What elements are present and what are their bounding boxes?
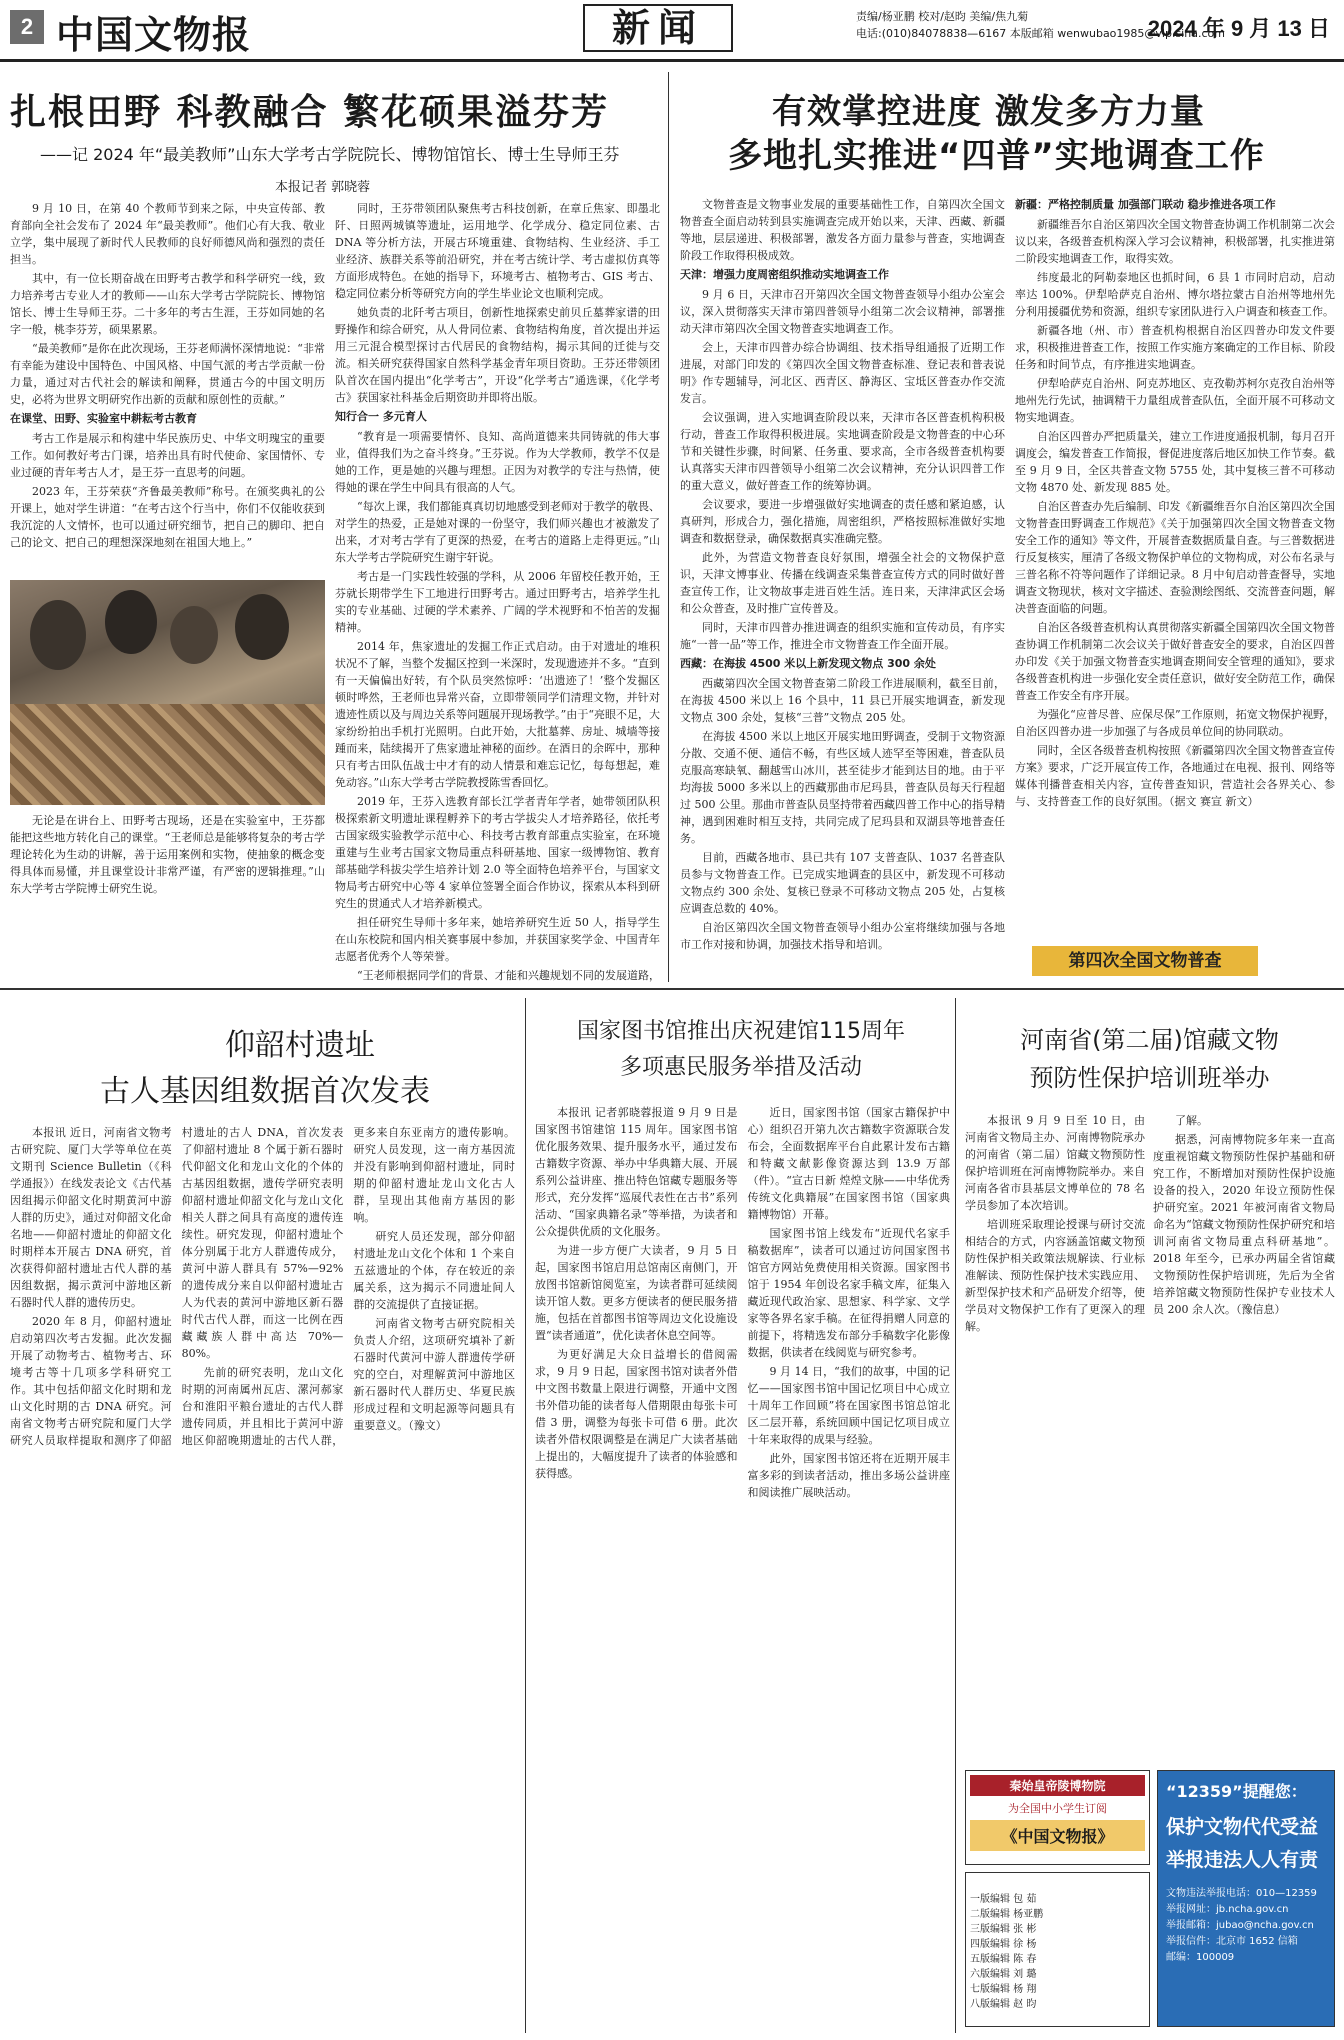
article5-title-line2: 预防性保护培训班举办 [1029,1064,1270,1092]
section-title: 新闻 [583,4,733,52]
article2-title-line1: 有效掌控进度 激发多方力量 [772,92,1205,132]
paragraph: 为更好满足大众日益增长的借阅需求，9 月 9 日起，国家图书馆对读者外借中文图书数量上限进行调整，开通中文图书外借功能的读者每人借期限由每张卡可借 3 册，调整为每张卡可借 6 册。此次读者外借权限调整是在满足广大读者基础上提出的，大幅度提升了读者的体验感和获得感。 [535,1348,738,1480]
paragraph: 自治区第四次全国文物普查领导小组办公室将继续加强与各地市工作对接和协调，加强技术指导和培训。 [680,921,1005,951]
paragraph: 同时，全区各级普查机构按照《新疆第四次全国文物普查宣传方案》要求，广泛开展宣传工作，各地通过在电视、报刊、网络等媒体刊播普查相关内容，宣传普查知识，营造社会各界关心、参与、支持普查工作的良好氛围。（据文 赛宣 新文） [1015,744,1335,808]
paragraph: 2019 年，王芬入选教育部长江学者青年学者，她带领团队积极探索新文明遗址课程孵养下的考古学拔尖人才培养路径，依托考古国家级实验教学示范中心、科技考古教育部重点实验室，在环境重建与生业考古国家文物局重点科研基地、国家一级博物馆、教育部基础学科拔尖学生培养计划 2.0 等全面特色培养平台，与国家文物局考古研究中心等 4 家单位签署全面合作协议，探索从本科到研究生的贯通式人才培养新模式。 [335,795,660,910]
classroom-photo [10,580,325,805]
paragraph: 9 月 10 日，在第 40 个教师节到来之际，中央宣传部、教育部向全社会发布了 2024 年“最美教师”。他们心有大我、敬业立学，集中展现了新时代人民教师的良好师德风尚和强烈的责任担当。 [10,202,325,266]
article5-title-line1: 河南省(第二届)馆藏文物 [1020,1026,1279,1054]
newspaper-name: 《中国文物报》 [970,1820,1145,1851]
hotline-slogan1: 保护文物代代受益 [1166,1816,1319,1838]
paragraph: 为进一步方便广大读者，9 月 5 日起，国家图书馆启用总馆南区南侧门，开放图书馆新馆阅览室，为读者群可延续阅读开馆人数。更多方便读者的便民服务措施，包括在首都图书馆等周边文化设施设置“读者通道”，优化读者休息空间等。 [535,1244,738,1342]
person-silhouette [170,606,218,664]
paragraph: “教育是一项需要情怀、良知、高尚道德来共同铸就的伟大事业，值得我们为之奋斗终身。”王芬说。作为大学教师，教学不仅是她的工作，更是她的兴趣与理想。正因为对教学的专注与热情，使得她的课在学生中间具有很高的人气。 [335,430,660,494]
person-silhouette [30,600,86,670]
subscribe-note: 为全国中小学生订阅 [1008,1802,1107,1815]
column-divider [955,998,956,2033]
paragraph: 先前的研究表明，龙山文化时期的河南属州瓦店、漯河郝家台和淮阳平粮台遗址的古代人群遗传同质，并且相比于黄河中游地区仰韶晚期遗址的古代人群，更多来自东亚南方的遗传影响。研究人员发现，这一南方基因流并没有影响到仰韶村遗址，同时期的仰韶村遗址龙山文化古人群，呈现出其他南方基因的影响。 [181,1126,515,1447]
paragraph: 考古工作是展示和构建中华民族历史、中华文明瑰宝的重要工作。如何教好考古门课，培养出具有时代使命、家国情怀、专业过硬的青年考古人才，是王芬一直思考的问题。 [10,432,325,479]
paragraph: 新疆维吾尔自治区第四次全国文物普查协调工作机制第二次会议以来，各级普查机构深入学习会议精神，积极部署，扎实推进第二阶段实地调查工作，取得实效。 [1015,218,1335,265]
section-heading: 天津：增强力度周密组织推动实地调查工作 [680,268,889,281]
paragraph: 担任研究生导师十多年来，她培养研究生近 50 人，指导学生在山东校院和国内相关赛事展中参加，并获国家奖学金、中国青年志愿者优秀个人等荣誉。 [335,916,660,963]
paragraph: 培训班采取理论授课与研讨交流相结合的方式，内容涵盖馆藏文物预防性保护相关政策法规解读、行业标准解读、预防性保护技术实践应用、新型保护技术和产品研发介绍等，使学员对文物保护工作有了更深入的理解。 [965,1218,1145,1333]
paragraph: 伊犁哈萨克自治州、阿克苏地区、克孜勒苏柯尔克孜自治州等地州先行先试，抽调精干力量组成普查队伍，全面开展不可移动文物实地调查。 [1015,377,1335,424]
paragraph: 自治区普查办先后编制、印发《新疆维吾尔自治区第四次全国文物普查田野调查工作规范》《关于加强第四次全国文物普查文物安全工作的通知》等文件，开展普查数据质量自查。与三普数据进行反复核实，厘清了各级文物保护单位的文物构成，对公布名录与三普名称不符等问题作了详细记录。8 月中旬启动普查督导，实地调查文物现状，核对文字描述、查验测绘图纸、交流普查问题，解决普查面临的问题。 [1015,500,1335,615]
paragraph: 考古是一门实践性较强的学科，从 2006 年留校任教开始，王芬就长期带学生下工地进行田野考古。通过田野考古，培养学生扎实的专业基础、过硬的学术素养、广阔的学术视野和不怕苦的发掘精神。 [335,570,660,634]
article3-title-line2: 古人基因组数据首次发表 [100,1074,430,1109]
paragraph: 2014 年，焦家遗址的发掘工作正式启动。由于对遗址的堆积状况不了解，当整个发掘区控到一米深时，发现遗迹并不多。“直到有一天偏偏出好转，有个队员突然惊呼：‘出遗迹了！’整个发掘区顿时哗然，王老师也异常兴奋，立即带领同学们清理文物，并针对遗迹性质以及与周边关系等问题展开现场教学。”由于“亮眼不足，大家纷纷拍出手机打光照明。白此开始，大批墓葬、房址、城墙等接踵而来，陆续揭开了焦家遗址神秘的面纱。在酒日的余晖中，那种只有考古田队伍战士中才有的动人情景和难忘记忆，每每想起，难免动容。”山东大学考古学院教授陈雪香回忆。 [335,640,660,789]
paragraph: 她负责的北阡考古项目，创新性地探索史前贝丘墓葬家谱的田野操作和综合研究，从人骨同位素、食物结构角度，首次提出并运用三元混合模型探讨古代居民的食物结构，揭示其间的迁徙与交流。相关研究获得国家自然科学基金青年项目资助。王芬还带领团队首次在国内提出“化学考古”，开设“化学考古”通选课，《化学考古》获国家社科基金后期资助并即将出版。 [335,306,660,404]
paragraph: 此外，为营造文物普查良好氛围，增强全社会的文物保护意识，天津文博事业、传播在线调查采集普查宣传方式的同时做好普查宣传工作，让文物故事走进百姓生活。连日来，天津津武区会场和公众普查，及时推广宣传普及。 [680,551,1005,615]
paragraph: 新疆各地（州、市）普查机构根据自治区四普办印发文件要求，积极推进普查工作，按照工作实施方案确定的工作目标、阶段任务和时间节点，有序推进实地调查。 [1015,324,1335,371]
contact-line: 电话:(010)84078838—6167 本版邮箱 wenwubao1985@vip.sina.com [856,27,1225,40]
masthead-logo: 中国文物报 [56,12,252,57]
editors-line: 责编/杨亚鹏 校对/赵昀 美编/焦九菊 [856,10,1029,23]
person-silhouette [105,590,157,654]
hotline-title: “12359”提醒您： [1166,1782,1307,1801]
column-divider [525,998,526,2033]
article5-col2 [1153,1112,1335,1672]
article1-col2 [335,200,660,982]
page-number: 2 [10,10,44,44]
article1-byline: 本报记者 郭晓蓉 [275,180,371,195]
section-heading: 知行合一 多元育人 [335,410,427,423]
article3-title-line1: 仰韶村遗址 [225,1028,375,1063]
paragraph: 2020 年 8 月，仰韶村遗址启动第四次考古发掘。此次发掘开展了动物考古、植物考古、环境考古等十几项多学科研究工作。其中包括仰韶文化时期和龙山文化时期的古 DNA 研究。河南省文物考古研究院和厦门大学研究人员取样提取和测序了仰韶村遗址的古人 DNA，首次发表了仰韶村遗址 8 个属于新石器时代仰韶文化和龙山文化的个体的古基因组数据，遗传学研究表明仰韶村遗址仰韶文化与龙山文化相关人群之间具有高度的遗传连续性。研究发现，仰韶村遗址个体分别属于北方人群遗传成分，黄河中游人群具有 57%—92% 的遗传成分来自以仰韶村遗址古人为代表的黄河中游地区新石器时代古代人群，而这一比例在西藏藏族人群中高达 70%—80%。 [10,1126,344,1447]
column-divider [668,72,669,982]
section-heading: 在课堂、田野、实验室中耕耘考古教育 [10,412,197,425]
article1-intro [10,200,325,576]
paragraph: 据悉，河南博物院多年来一直高度重视馆藏文物预防性保护基础和研究工作，不断增加对预防性保护设施设备的投入，2020 年设立预防性保护研究室。2021 年被河南省文物局命名为“馆藏文物预防性保护研究和培训河南省文物局重点科研基地”。2018 年至今，已承办两届全省馆藏文物预防性保护培训班，先后为全省培养馆藏文物预防性保护专业技术人员 200 余人次。（豫信息） [1153,1133,1335,1316]
person-silhouette [235,594,289,660]
paragraph [10,985,11,986]
article2-title-line2: 多地扎实推进“四普”实地调查工作 [728,136,1265,176]
paragraph: 本报讯 近日，河南省文物考古研究院、厦门大学等单位在英文期刊 Science Bulletin（《科学通报》）在线发表论文《古代基因组揭示仰韶文化时期黄河中游人群的历史》，通过对仰韶文化命名地——仰韶村遗址的仰韶文化时期样本开展古 DNA 研究，首次获得仰韶村遗址古代人群的基因组数据，揭示黄河中游地区新石器时代人群的遗传历史。 [10,1126,172,1309]
page-header [0,0,1344,62]
article4-body [535,1104,950,2033]
paragraph: 会议强调，进入实地调查阶段以来，天津市各区普查机构积极行动，普查工作取得积极进展。实地调查阶段是文物普查的中心环节和关键性步骤，时间紧、任务重、要求高，全市各级普查机构要认真落实天津市四普领导小组第二次会议精神，充分认识四普工作的重大意义，做好普查工作的统筹协调。 [680,411,1005,492]
paragraph: 9 月 6 日，天津市召开第四次全国文物普查领导小组办公室会议，深入贯彻落实天津市第四普领导小组第二次会议精神，部署推动天津市第四次全国文物普查实地调查工作。 [680,288,1005,335]
paragraph: “王老师根据同学们的背景、才能和兴趣规划不同的发展道路， [357,969,660,982]
paragraph: 本报讯 9 月 9 日至 10 日，由河南省文物局主办、河南博物院承办的河南省（第二届）馆藏文物预防性保护培训班在河南博物院举办。来自河南各省市县基层文博单位的 78 名学员参加了本次培训。 [965,1114,1145,1212]
article1-subtitle: ——记 2024 年“最美教师”山东大学考古学院院长、博物馆馆长、博士生导师王芬 [40,145,620,164]
staff-listing [965,1872,1150,2027]
section-heading: 西藏：在海拔 4500 米以上新发现文物点 300 余处 [680,657,936,670]
paragraph: 同时，王芬带领团队聚焦考古科技创新，在章丘焦家、即墨北阡、日照两城镇等遗址，运用地学、化学成分、稳定同位素、古 DNA 等分析方法，开展古环境重建、食物结构、生业经济、手工业经济、族群关系等前沿研究，并在考古统计学、考古虚拟仿真等方面形成特色。在她的指导下，环境考古、植物考古、GIS 考古、稳定同位素分析等研究方向的学生毕业论文也顺利完成。 [335,202,660,300]
paragraph: 会议要求，要进一步增强做好实地调查的责任感和紧迫感，认真研判，形成合力，强化措施，周密组织，严格按照标准做好实地调查和数据登录，确保数据真实准确完整。 [680,498,1005,545]
article2-col1 [680,196,1005,982]
paragraph: 会上，天津市四普办综合协调组、技术指导组通报了近期工作进展，对部门印发的《第四次全国文物普查标准、登记表和普表说明》作专题辅导，河北区、西青区、静海区、宝坻区普查办作交流发言。 [680,341,1005,405]
paragraph: 自治区各级普查机构认真贯彻落实新疆全国第四次全国文物普查协调工作机制第二次会议关于做好普查安全的要求，自治区四普办印发《关于加强文物普查实地调查期间安全管理的通知》，要求各级普查机构进一步强化安全责任意识，做好安全防范工作，确保普查工作安全有序开展。 [1015,621,1335,702]
paragraph: 近日，国家图书馆（国家古籍保护中心）组织召开第九次古籍数字资源联合发布会，全面数据库平台自此累计发布古籍和特藏文献影像资源达到 13.9 万部（件）。“宣古日新 煌煌文脉——中华优秀传统文化典籍展”在国家图书馆（国家典籍博物馆）开幕。 [747,1106,950,1221]
paragraph: 9 月 14 日，“我们的故事，中国的记忆——国家图书馆中国记忆项目中心成立十周年工作回顾”将在国家图书馆总馆北区二层开幕，系统回顾中国记忆项目成立十年来取得的成果与经验。 [747,1365,950,1446]
paragraph: 国家图书馆上线发布“近现代名家手稿数据库”，读者可以通过访问国家图书馆官方网站免费使用相关资源。国家图书馆于 1954 年创设名家手稿文库，征集入藏近现代政治家、思想家、科学家、文学家等各界名家手稿。在征得捐赠人同意的前提下，将精选发布部分手稿数字化影像数据，供读者在线阅览与研究参考。 [747,1227,950,1359]
article3-body [10,1124,515,2033]
paragraph: 文物普查是文物事业发展的重要基础性工作，自第四次全国文物普查全面启动转到县实施调查完成开始以来，天津、西藏、新疆等地，层层递进、积极部署，激发各方面力量参与普查，实地调查阶段工作取得积极成效。 [680,198,1005,262]
paragraph: 为强化“应普尽普、应保尽保”工作原则，拓宽文物保护视野，自治区四普办进一步加强了与各成员单位间的协同联动。 [1015,708,1335,738]
hotline-details: 文物违法举报电话：010—12359 举报网址：jb.ncha.gov.cn 举报邮箱：jubao@ncha.gov.cn 举报信件：北京市 1652 信箱 邮编：100009 [1166,1888,1317,1963]
paragraph: “最美教师”是你在此次现场，王芬老师满怀深情地说：“非常有幸能为建设中国特色、中国风格、中国气派的考古学贡献一份力量，通过对古代社会的解读和阐释，贯通古今的中国文明历史，必将为世界文明研究作出新的贡献和原创性的贡献。” [10,342,325,406]
paragraph: 研究人员还发现，部分仰韶村遗址龙山文化个体和 1 个来自五兹遗址的个体，存在较近的亲属关系，这为揭示不同遗址间人群的交流提供了直接证据。 [353,1230,515,1311]
hotline-ad [1157,1770,1335,2027]
paragraph: 纬度最北的阿勒泰地区也抓时间，6 县 1 市同时启动，启动率达 100%。伊犁哈萨克自治州、博尔塔拉蒙古自治州等地州先分利用援疆优势和资源，组织专家团队进行入户调查和核查工作。 [1015,271,1335,318]
paragraph: 此外，国家图书馆还将在近期开展丰富多彩的到读者活动，推出多场公益讲座和阅读推广展映活动。 [747,1452,950,1499]
article4-title-line2: 多项惠民服务举措及活动 [619,1055,862,1080]
article2-col2 [1015,196,1335,916]
paragraph: 河南省文物考古研究院相关负责人介绍，这项研究填补了新石器时代黄河中游人群遗传学研究的空白，对理解黄河中游地区新石器时代人群历史、华夏民族形成过程和文明起源等问题具有重要意义。（豫文） [353,1317,515,1432]
pottery-shards [10,704,325,805]
paragraph: 本报讯 记者郭晓蓉报道 9 月 9 日是国家图书馆建馆 115 周年。国家图书馆优化服务效果、提升服务水平，通过发布古籍数字资源、举办中华典籍大展、开展系列公益讲座、推出特色馆藏专题服务等形式，充分发挥“巡展代表性在古书”系列活动、“国家典籍名录”等举措，为读者和公众提供优质的文化服务。 [535,1106,738,1238]
survey-banner: 第四次全国文物普查 [1032,946,1258,976]
section-divider [0,988,1344,990]
subscription-ad [965,1770,1150,1865]
paragraph: 其中，有一位长期奋战在田野考古教学和科学研究一线，致力培养考古专业人才的教师——山东大学考古学院院长、博物馆馆长、博士生导师王芬。二十多年的考古生涯，王芬如同她的名字一般，桃李芬芳，硕果累累。 [10,272,325,336]
article5-col1 [965,1112,1145,1672]
section-heading: 新疆：严格控制质量 加强部门联动 稳步推进各项工作 [1015,198,1276,211]
paragraph: “每次上课，我们都能真真切切地感受到老师对于教学的敬畏、对学生的热爱，正是她对课的一份坚守，我们师兴趣也才被激发了出来，才对考古学有了更深的热爱，在考古的道路上走得更远。”山东大学考古学院研究生谢宇轩说。 [335,500,660,564]
caption-text: 无论是在讲台上、田野考古现场，还是在实验室中，王芬都能把这些地方转化自己的课堂。“王老师总是能够将复杂的考古学理论转化为生动的讲解，善于运用案例和实物，使抽象的概念变得具体而易懂，并且课堂设计非常严谨，有严密的逻辑推理。”山东大学考古学院博士研究生说。 [10,814,325,895]
publication-date: 2024 年 9 月 13 日 [1147,16,1330,41]
museum-name: 秦始皇帝陵博物院 [970,1775,1145,1796]
paragraph: 2023 年，王芬荣获“齐鲁最美教师”称号。在颁奖典礼的公开课上，她对学生讲道：“在考古这个行当中，你们不仅能收获到我沉淀的人文情怀，也可以通过研究细节，把自己的脚印、把自己的论文、把自己的理想深深地刻在祖国大地上。” [10,485,325,549]
paragraph: 目前，西藏各地市、县已共有 107 支普查队、1037 名普查队员参与文物普查工作。已完成实地调查的县区中，新发现不可移动文物点约 300 余处、复核已登录不可移动文物点 205 处，占复核应调查总数的 40%。 [680,851,1005,915]
paragraph: 西藏第四次全国文物普查第二阶段工作进展顺利，截至目前，在海拔 4500 米以上 16 个县中，11 县已开展实地调查，新发现文物点 300 余处，复核“三普”文物点 205 处。 [680,677,1005,724]
editor-list: 一版编辑 包 茹 二版编辑 杨亚鹏 三版编辑 张 彬 四版编辑 徐 杨 五版编辑 陈 春 六版编辑 刘 璐 七版编辑 杨 翔 八版编辑 赵 昀 [970,1894,1044,2010]
article1-title: 扎根田野 科教融合 繁花硕果溢芬芳 [10,92,610,133]
paragraph: 自治区四普办严把质量关，建立工作进度通报机制，每月召开调度会，编发普查工作简报，督促进度落后地区加快工作节奏。截至 9 月 9 日，全区共普查文物 5755 处，其中复核三普不可移动文物 4870 处、新发现 885 处。 [1015,430,1335,494]
photo-caption [10,812,325,982]
paragraph: 了解。 [1175,1114,1208,1127]
paragraph: 在海拔 4500 米以上地区开展实地田野调查，受制于文物资源分散、交通不便、通信不畅，有些区域人迹罕至等困难，普查队员克服高寒缺氧、翻越雪山冰川，甚至徒步才能到达目的地。由于平均海拔 5000 多米以上的西藏那曲市尼玛县，普查队员每天行程超过 500 公里。那曲市普查队员坚持带着西藏四普工作中心的指导精神，遇到困难时相互支持，共同完成了尼玛县和双湖县等地普查任务。 [680,730,1005,845]
hotline-slogan2: 举报违法人人有责 [1166,1849,1319,1871]
article4-title-line1: 国家图书馆推出庆祝建馆115周年 [577,1019,905,1044]
paragraph: 同时，天津市四普办推进调查的组织实施和宣传动员，有序实施“一普一品”等工作，推进全市文物普查工作全面开展。 [680,621,1005,651]
